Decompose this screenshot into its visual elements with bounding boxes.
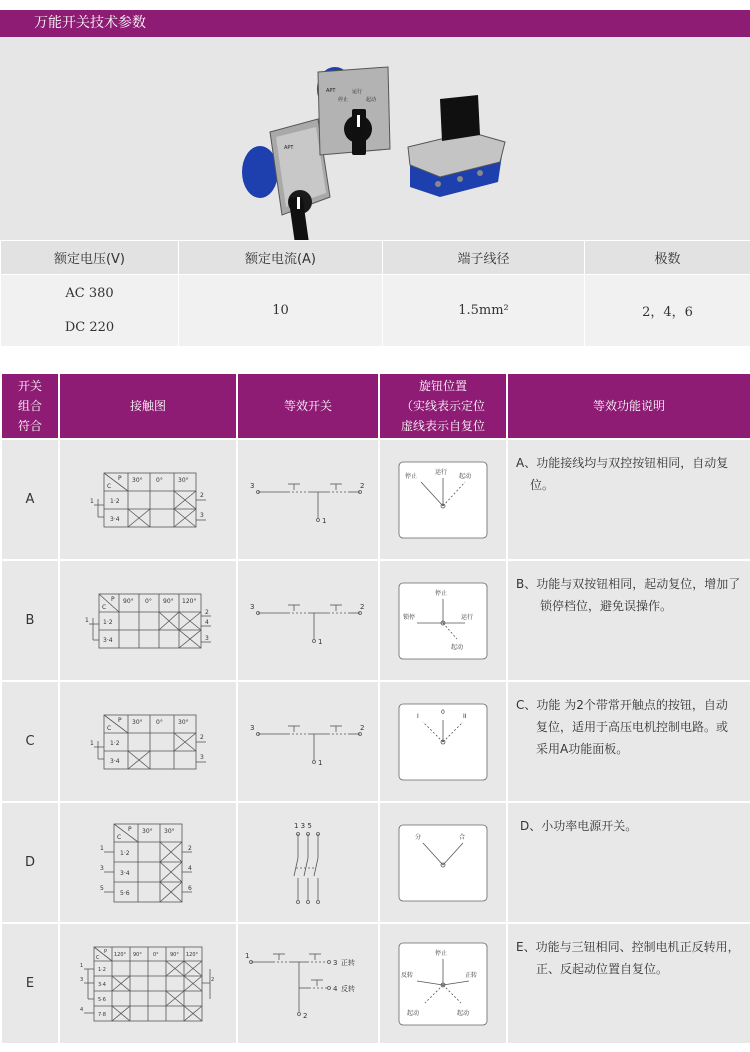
svg-text:锁停: 锁停: [403, 613, 416, 621]
svg-text:2: 2: [360, 481, 365, 490]
svg-text:6: 6: [188, 884, 192, 892]
svg-text:停止: 停止: [435, 589, 448, 597]
equivalent-switch-e: [243, 944, 373, 1024]
svg-text:II: II: [463, 712, 467, 720]
row-label: E: [1, 923, 59, 1044]
svg-text:APT: APT: [326, 88, 336, 94]
svg-text:1 3 5: 1 3 5: [294, 821, 312, 830]
knob-position-e: [395, 939, 491, 1029]
svg-text:P: P: [104, 948, 108, 955]
svg-text:C: C: [107, 724, 112, 732]
svg-text:4: 4: [205, 618, 209, 626]
svg-text:1·2: 1·2: [103, 618, 113, 626]
svg-text:起动: 起动: [366, 97, 377, 103]
svg-text:4: 4: [188, 864, 192, 872]
svg-text:运行: 运行: [352, 89, 363, 95]
equivalent-switch-d: [278, 818, 338, 908]
function-description: A、功能接线均与双控按钮相同，自动复 位。: [507, 439, 750, 560]
svg-text:120°: 120°: [114, 951, 127, 958]
svg-text:3: 3: [333, 958, 338, 967]
svg-text:30°: 30°: [178, 718, 189, 726]
svg-text:1·2: 1·2: [110, 497, 120, 505]
knob-position-cell: [379, 439, 507, 560]
spec-value-row: [1, 275, 750, 347]
spec-header-wire: 端子线径: [383, 241, 585, 275]
contact-diagram-e: [80, 943, 216, 1025]
row-label: B: [1, 560, 59, 681]
knob-position-cell: [379, 560, 507, 681]
svg-text:0°: 0°: [156, 476, 163, 484]
svg-text:2: 2: [200, 491, 204, 499]
svg-text:0: 0: [441, 708, 445, 716]
svg-text:3: 3: [250, 723, 255, 732]
function-row-a: [1, 439, 750, 560]
svg-text:1·2: 1·2: [110, 739, 120, 747]
svg-text:0°: 0°: [156, 718, 163, 726]
section-title-bar: [0, 10, 750, 37]
spec-poles-value: 2，4，6: [585, 275, 750, 347]
svg-text:起动: 起动: [451, 643, 464, 651]
svg-text:停止: 停止: [405, 472, 418, 480]
svg-text:反转: 反转: [341, 984, 355, 993]
svg-text:起动: 起动: [407, 1009, 420, 1017]
knob-position-d: [395, 821, 491, 905]
switch-middle: [317, 67, 390, 155]
svg-text:停止: 停止: [338, 97, 349, 103]
function-row-c: [1, 681, 750, 802]
svg-text:C: C: [107, 482, 112, 490]
svg-text:正转: 正转: [341, 958, 355, 967]
equivalent-switch-cell: [237, 439, 379, 560]
svg-text:C: C: [96, 954, 100, 961]
function-description: C、功能 为2个带常开触点的按钮，自动 复位，适用于高压电机控制电路。或 采用A功能面板。: [507, 681, 750, 802]
contact-diagram-cell: [59, 802, 237, 923]
svg-text:运行: 运行: [435, 468, 448, 476]
svg-text:5·6: 5·6: [98, 996, 106, 1003]
svg-text:起动: 起动: [459, 472, 472, 480]
spec-header-row: [1, 241, 750, 275]
function-header-contact: 接触图: [59, 373, 237, 439]
svg-text:3: 3: [80, 976, 84, 983]
function-description: E、功能与三钮相同、控制电机正反转用， 正、反起动位置自复位。: [507, 923, 750, 1044]
function-row-d: [1, 802, 750, 923]
equivalent-switch-c: [248, 712, 368, 772]
function-header-description: 等效功能说明: [507, 373, 750, 439]
svg-text:正转: 正转: [465, 971, 478, 979]
svg-text:P: P: [111, 595, 115, 603]
spec-wire-value: 1.5mm²: [383, 275, 585, 347]
contact-diagram-cell: [59, 923, 237, 1044]
svg-text:C: C: [102, 603, 107, 611]
equivalent-switch-b: [248, 591, 368, 651]
knob-position-a: [395, 458, 491, 542]
svg-text:2: 2: [188, 844, 192, 852]
function-header-combination: 开关 组合 符合: [1, 373, 59, 439]
svg-text:3·4: 3·4: [103, 636, 113, 644]
svg-text:5: 5: [100, 884, 104, 892]
svg-text:1: 1: [90, 739, 94, 747]
knob-position-b: [395, 579, 491, 663]
svg-text:90°: 90°: [170, 951, 179, 958]
contact-diagram-cell: [59, 681, 237, 802]
equivalent-switch-cell: [237, 802, 379, 923]
svg-text:运行: 运行: [461, 613, 474, 621]
svg-text:3: 3: [200, 753, 204, 761]
function-table: [0, 372, 750, 1045]
svg-text:1: 1: [100, 844, 104, 852]
svg-text:3: 3: [205, 634, 209, 642]
svg-text:P: P: [118, 716, 122, 724]
svg-text:I: I: [417, 712, 419, 720]
svg-text:90°: 90°: [163, 597, 174, 605]
product-photo: [0, 37, 750, 240]
knob-position-cell: [379, 681, 507, 802]
svg-text:2: 2: [360, 723, 365, 732]
svg-text:1: 1: [318, 637, 323, 646]
svg-text:0°: 0°: [153, 951, 159, 958]
svg-text:30°: 30°: [178, 476, 189, 484]
svg-text:30°: 30°: [164, 827, 175, 835]
svg-text:7·8: 7·8: [98, 1011, 106, 1018]
svg-text:3·4: 3·4: [120, 869, 130, 877]
svg-text:2: 2: [200, 733, 204, 741]
svg-text:3·4: 3·4: [110, 515, 120, 523]
svg-text:3·4: 3·4: [98, 981, 106, 988]
function-row-e: [1, 923, 750, 1044]
switch-left: [242, 119, 330, 240]
function-row-b: [1, 560, 750, 681]
switch-products-image: [0, 37, 750, 240]
spec-voltage-ac: AC 380: [65, 285, 114, 301]
row-label: A: [1, 439, 59, 560]
svg-text:0°: 0°: [145, 597, 152, 605]
function-header-knob: 旋钮位置 （实线表示定位 虚线表示自复位: [379, 373, 507, 439]
row-label: D: [1, 802, 59, 923]
svg-text:APT: APT: [284, 145, 294, 151]
svg-text:3·4: 3·4: [110, 757, 120, 765]
svg-text:4: 4: [333, 984, 338, 993]
svg-text:3: 3: [200, 511, 204, 519]
equivalent-switch-cell: [237, 560, 379, 681]
spec-current-value: 10: [179, 275, 383, 347]
knob-position-cell: [379, 802, 507, 923]
row-label: C: [1, 681, 59, 802]
section-title: 万能开关技术参数: [34, 15, 146, 31]
svg-text:2: 2: [211, 976, 215, 983]
svg-text:90°: 90°: [123, 597, 134, 605]
spec-header-current: 额定电流(A): [179, 241, 383, 275]
svg-text:C: C: [117, 833, 122, 841]
knob-position-cell: [379, 923, 507, 1044]
svg-text:2: 2: [360, 602, 365, 611]
spec-voltage-cell: [1, 275, 179, 347]
spec-voltage-dc: DC 220: [64, 319, 115, 335]
svg-text:3: 3: [250, 481, 255, 490]
svg-text:起动: 起动: [457, 1009, 470, 1017]
svg-text:5·6: 5·6: [120, 889, 130, 897]
svg-text:1·2: 1·2: [98, 966, 106, 973]
contact-diagram-b: [83, 586, 213, 656]
svg-text:2: 2: [205, 608, 209, 616]
contact-diagram-d: [98, 820, 198, 906]
equivalent-switch-cell: [237, 923, 379, 1044]
spec-table: [0, 240, 750, 347]
svg-text:1: 1: [245, 951, 250, 960]
svg-text:合: 合: [459, 833, 466, 841]
svg-text:120°: 120°: [182, 597, 197, 605]
function-header-row: [1, 373, 750, 439]
svg-text:90°: 90°: [133, 951, 142, 958]
function-header-equivalent: 等效开关: [237, 373, 379, 439]
svg-text:30°: 30°: [132, 476, 143, 484]
svg-text:1: 1: [80, 962, 84, 969]
svg-text:1: 1: [318, 758, 323, 767]
spec-header-poles: 极数: [585, 241, 750, 275]
svg-text:3: 3: [100, 864, 104, 872]
equivalent-switch-a: [248, 470, 368, 530]
switch-right: [408, 95, 505, 197]
svg-text:分: 分: [415, 833, 422, 841]
svg-text:30°: 30°: [132, 718, 143, 726]
contact-diagram-cell: [59, 439, 237, 560]
svg-text:反转: 反转: [401, 971, 414, 979]
svg-text:P: P: [128, 825, 132, 833]
svg-text:30°: 30°: [142, 827, 153, 835]
function-description: D、小功率电源开关。: [507, 802, 750, 923]
svg-text:2: 2: [303, 1011, 308, 1020]
knob-position-c: [395, 700, 491, 784]
svg-text:停止: 停止: [435, 949, 448, 957]
svg-text:1: 1: [85, 616, 89, 624]
svg-text:120°: 120°: [186, 951, 199, 958]
spec-header-voltage: 额定电压(V): [1, 241, 179, 275]
svg-text:1·2: 1·2: [120, 849, 130, 857]
svg-text:P: P: [118, 474, 122, 482]
svg-text:4: 4: [80, 1006, 84, 1013]
equivalent-switch-cell: [237, 681, 379, 802]
contact-diagram-a: [88, 465, 208, 535]
function-description: B、功能与双按钮相同，起动复位，增加了 锁停档位，避免误操作。: [507, 560, 750, 681]
svg-text:1: 1: [322, 516, 327, 525]
svg-text:1: 1: [90, 497, 94, 505]
contact-diagram-cell: [59, 560, 237, 681]
contact-diagram-c: [88, 707, 208, 777]
svg-text:3: 3: [250, 602, 255, 611]
